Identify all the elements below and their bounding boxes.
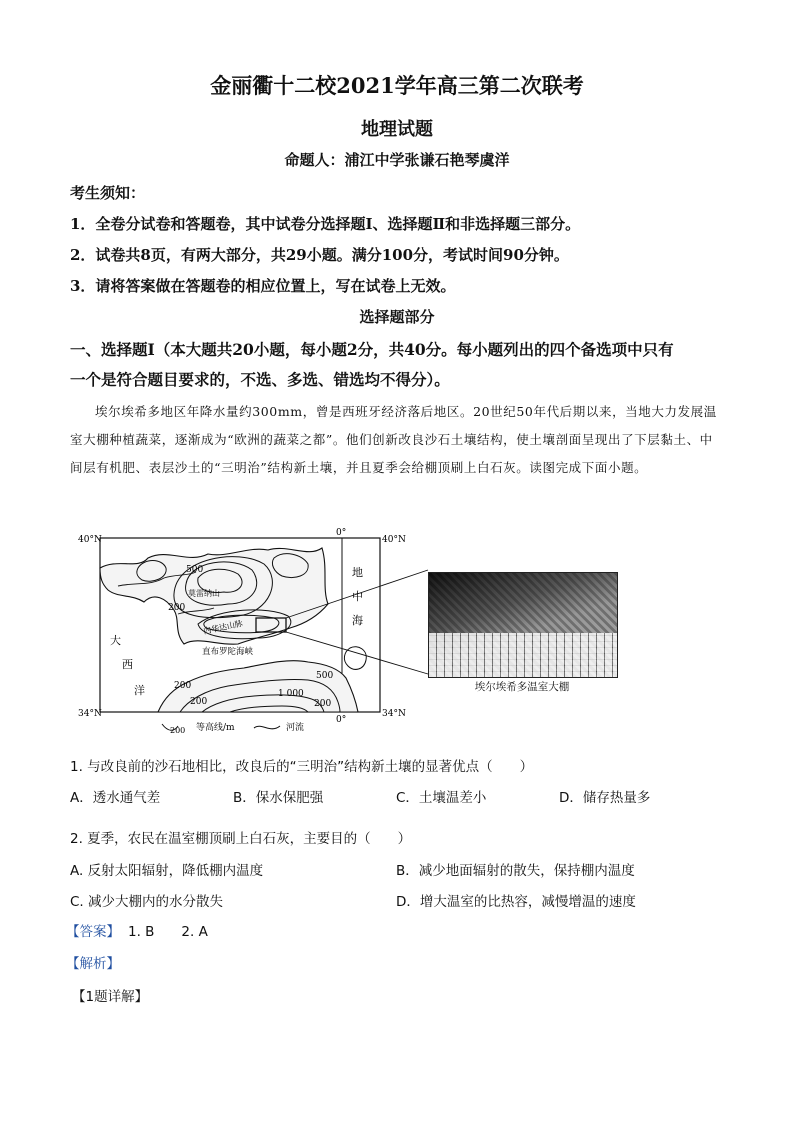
legend-contour-value: 200 <box>170 726 186 735</box>
greenhouse-photo <box>428 572 618 678</box>
lat-label-top-left: 40°N <box>78 535 102 545</box>
contour-label-500: 500 <box>316 671 334 681</box>
ocean-label-2: 西 <box>122 658 133 671</box>
contour-label-1000: 1 000 <box>278 689 304 699</box>
q2-option-b: B．减少地面辐射的散失，保持棚内温度 <box>396 863 635 879</box>
legend-contour-label: 等高线/m <box>196 723 235 733</box>
ocean-label-1: 大 <box>110 634 121 647</box>
photo-caption: 埃尔埃希多温室大棚 <box>474 681 570 693</box>
page-title: 金丽衢十二校2021学年高三第二次联考 <box>210 73 584 98</box>
ocean-label-3: 洋 <box>134 684 145 697</box>
q2-option-a: A. 反射太阳辐射，降低棚内温度 <box>70 863 264 879</box>
q1-option-d: D．储存热量多 <box>559 790 651 806</box>
mountain-label-2: 内华达山脉 <box>202 618 244 636</box>
sea-label-1: 地 <box>352 566 363 579</box>
answer-value: 1. B 2. A <box>128 924 208 940</box>
contour-label-200: 200 <box>314 699 332 709</box>
legend-river-symbol <box>254 726 280 729</box>
sea-label-3: 海 <box>352 614 363 627</box>
notice-item-2: 2．试卷共8页，有两大部分，共29小题。满分100分，考试时间90分钟。 <box>70 246 569 264</box>
author-line: 命题人：浦江中学张谦石艳琴虞洋 <box>284 151 510 169</box>
section-intro-line-2: 一个是符合题目要求的，不选、多选、错选均不得分）。 <box>70 370 450 389</box>
q1-option-a: A．透水通气差 <box>70 790 161 806</box>
contour-label-200: 200 <box>168 603 186 613</box>
notice-item-1: 1．全卷分试卷和答题卷，其中试卷分选择题Ⅰ、选择题Ⅱ和非选择题三部分。 <box>70 215 581 233</box>
q2-option-d: D．增大温室的比热容，减慢增温的速度 <box>396 894 636 910</box>
lat-label-top-right: 40°N <box>382 535 406 545</box>
notice-item-3: 3．请将答案做在答题卷的相应位置上，写在试卷上无效。 <box>70 277 456 295</box>
q1-option-c: C．土壤温差小 <box>396 790 487 806</box>
lat-label-bottom-left: 34°N <box>78 709 102 719</box>
contour-label-200: 200 <box>190 697 208 707</box>
analysis-detail-1: 【1题详解】 <box>72 989 149 1005</box>
lon-label-bottom: 0° <box>336 715 347 725</box>
q1-option-b: B．保水保肥强 <box>233 790 324 806</box>
q2-option-c: C. 减少大棚内的水分散失 <box>70 894 224 910</box>
section-heading: 选择题部分 <box>359 308 435 326</box>
contour-label-500: 500 <box>186 565 204 575</box>
answer-tag: 【答案】 <box>66 924 120 940</box>
question-1-stem: 1. 与改良前的沙石地相比，改良后的“三明治”结构新土壤的显著优点（ ） <box>70 759 534 775</box>
question-2-stem: 2. 夏季，农民在温室棚顶刷上白石灰，主要目的（ ） <box>70 831 412 847</box>
notice-heading: 考生须知： <box>70 184 146 202</box>
contour-label-200: 200 <box>174 681 192 691</box>
lat-label-bottom-right: 34°N <box>382 709 406 719</box>
sea-label-2: 中 <box>352 590 363 603</box>
analysis-tag: 【解析】 <box>66 956 120 972</box>
subject-title: 地理试题 <box>361 119 433 140</box>
strait-label: 直布罗陀海峡 <box>202 647 254 657</box>
section-intro-line-1: 一、选择题Ⅰ（本大题共20小题，每小题2分，共40分。每小题列出的四个备选项中只有 <box>70 340 674 359</box>
reading-passage: 埃尔埃希多地区年降水量约300mm，曾是西班牙经济落后地区。20世纪50年代后期以来，当地大力发展温室大棚种植蔬菜，逐渐成为“欧洲的蔬菜之都”。他们创新改良沙石土壤结构，使土壤剖面呈现出了下层黏土、中间层有机肥、表层沙土的“三明治”结构新土壤，并且夏季会给棚顶刷上白石灰。读图完成下面小题。 <box>70 404 717 475</box>
mountain-label-1: 莫雷纳山 <box>188 589 220 598</box>
legend-river-label: 河流 <box>286 723 305 733</box>
lon-label-top: 0° <box>336 528 347 538</box>
